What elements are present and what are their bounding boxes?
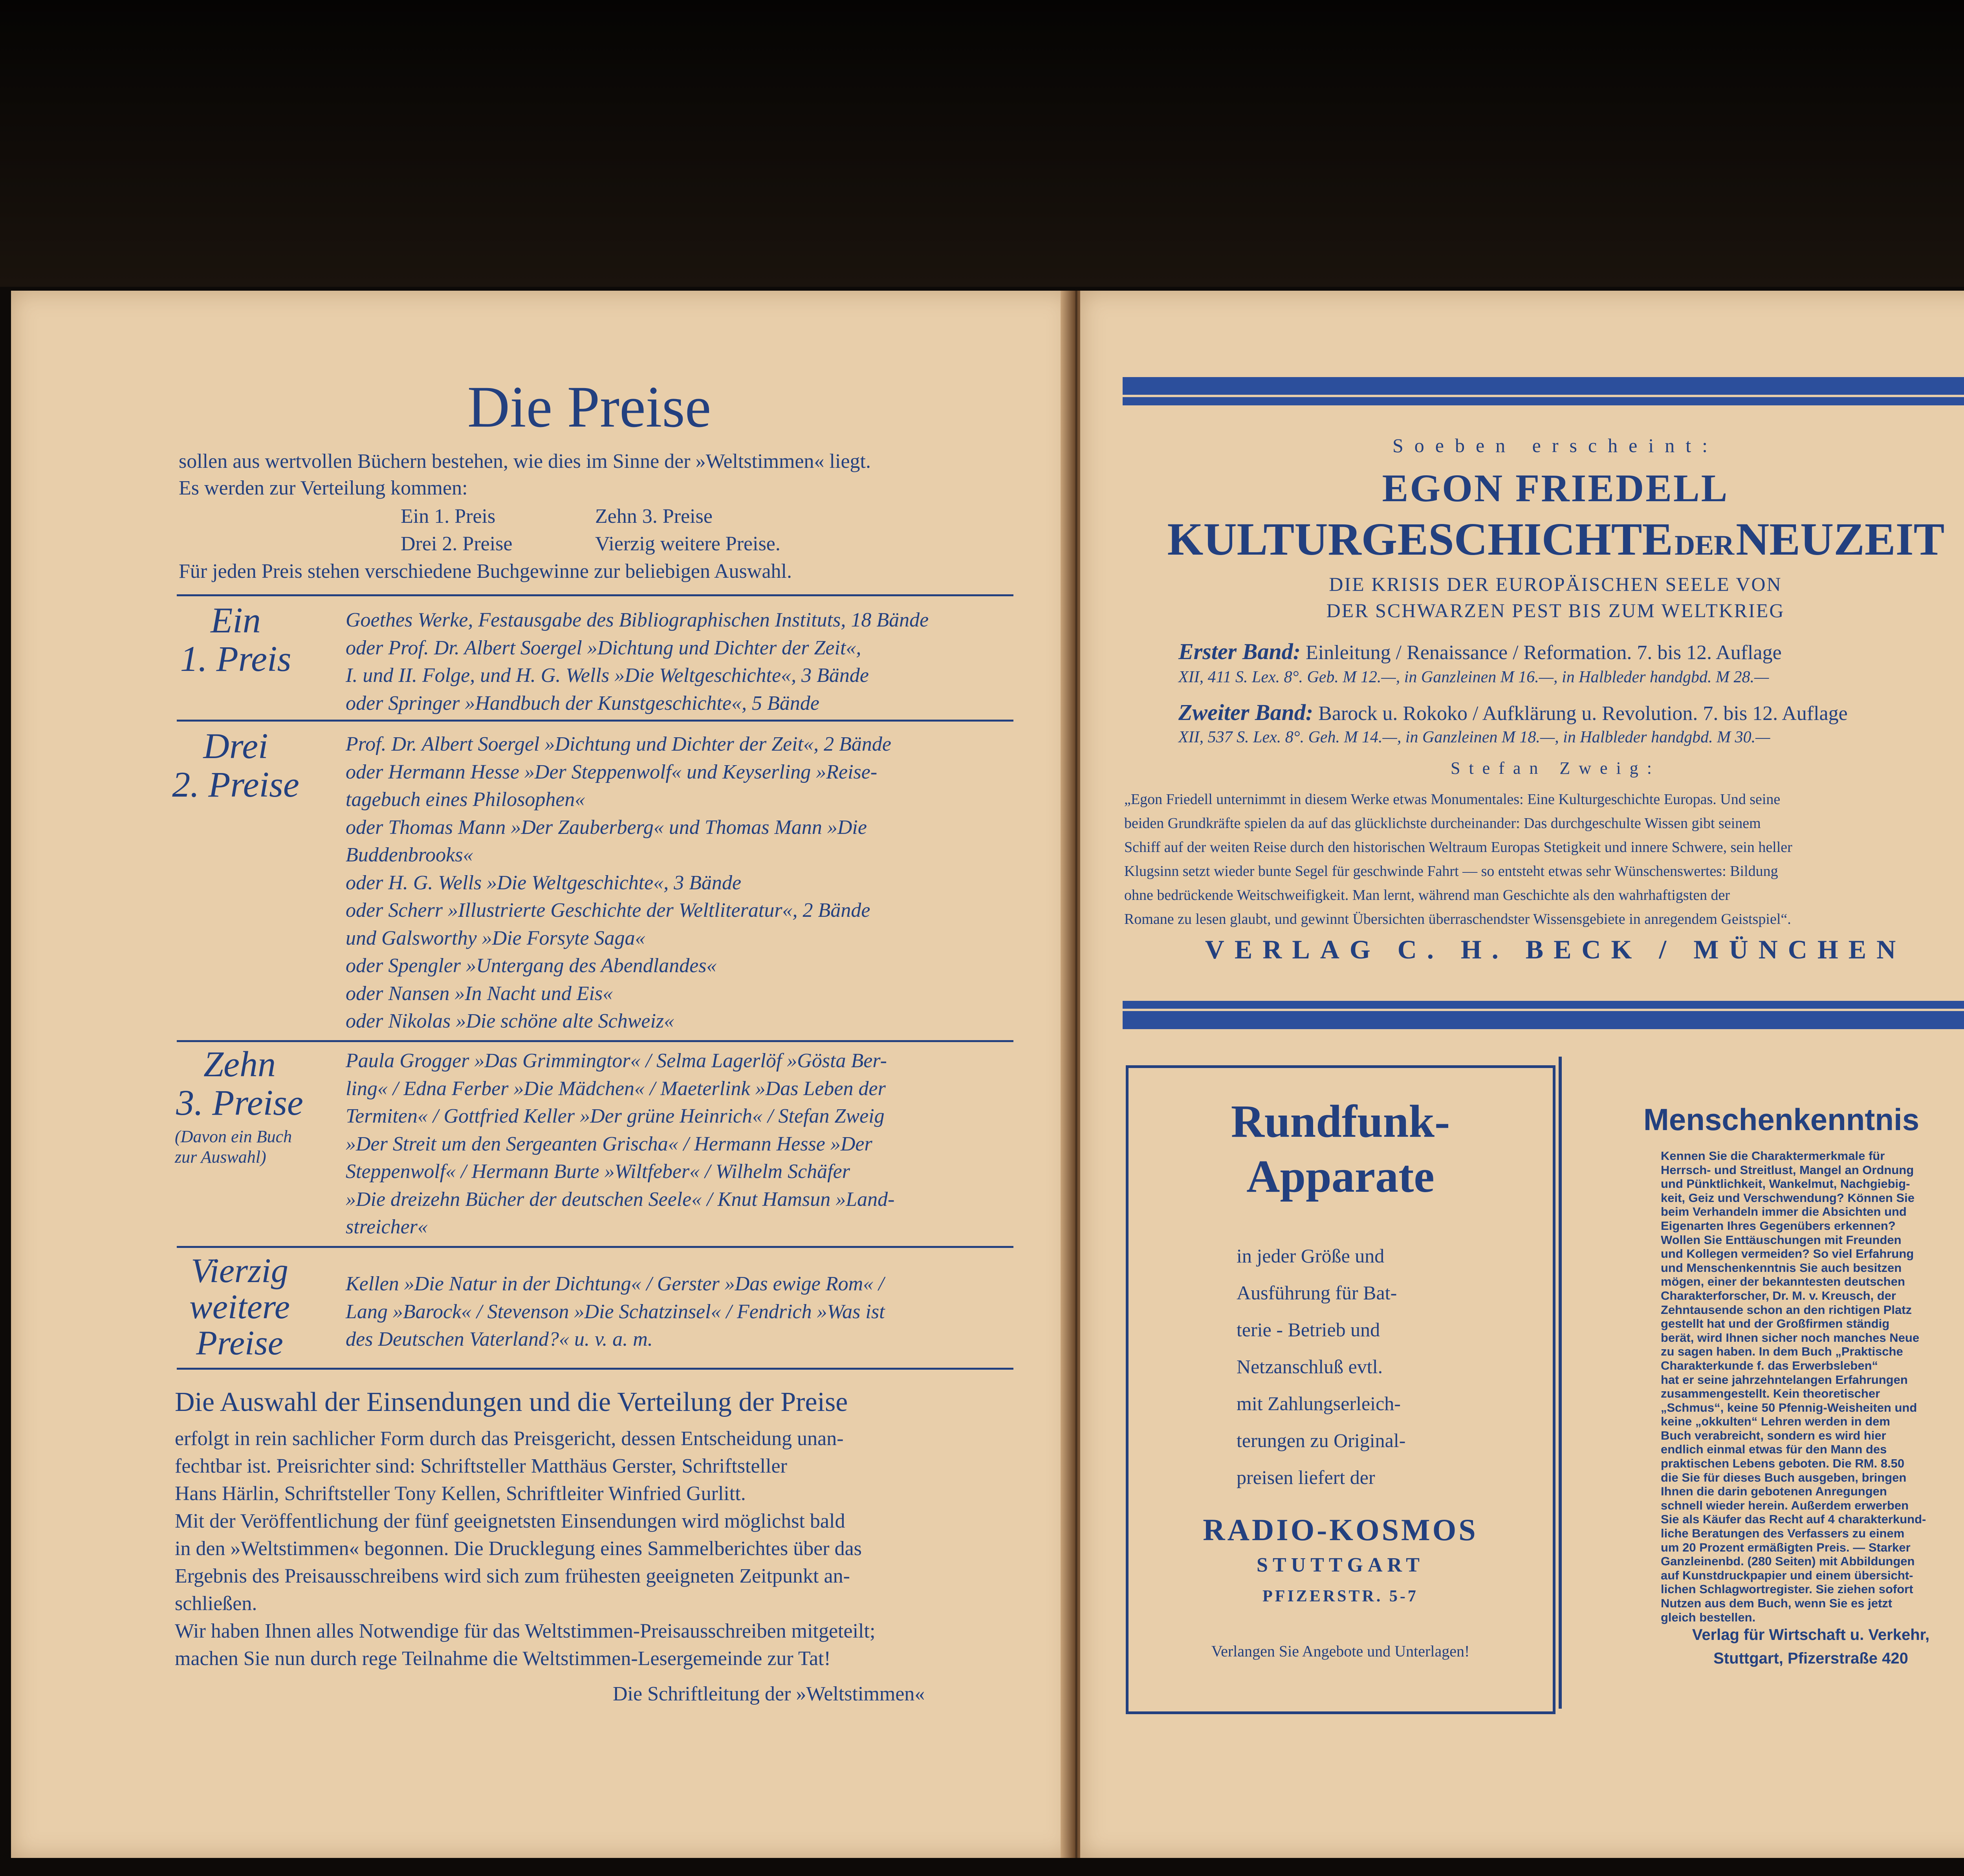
menschen-line: Eigenarten Ihres Gegenübers erkennen? [1661, 1218, 1896, 1233]
prize-note-line: zur Auswahl) [175, 1147, 266, 1167]
radio-body-line: Netzanschluß evtl. [1237, 1356, 1383, 1378]
signature: Die Schriftleitung der »Weltstimmen« [613, 1683, 925, 1705]
banner-stripe [1123, 1009, 1964, 1011]
prize-option: I. und II. Folge, und H. G. Wells »Die Weltgeschichte«, 3 Bände [346, 664, 869, 687]
prize-option: tagebuch eines Philosophen« [346, 788, 585, 811]
radio-body-line: Ausführung für Bat- [1237, 1282, 1397, 1304]
closing-line: in den »Weltstimmen« begonnen. Die Drucklegung eines Sammelberichtes über das [175, 1537, 862, 1560]
publisher: VERLAG C. H. BECK / MÜNCHEN [1205, 934, 1906, 964]
book-title-part: NEUZEIT [1736, 513, 1945, 565]
prize-option: oder Hermann Hesse »Der Steppenwolf« und Keyserling »Reise- [346, 760, 878, 783]
bottom-banner-bar [1123, 1001, 1964, 1029]
menschen-line: Charakterkunde f. das Erwerbsleben“ [1661, 1358, 1878, 1372]
prize-option: oder Springer »Handbuch der Kunstgeschichte«, 5 Bände [346, 692, 819, 714]
divider [177, 1368, 1013, 1370]
prize-label-line: Vierzig [191, 1252, 288, 1290]
book-title-part: DER [1675, 529, 1735, 561]
prize-option: oder Prof. Dr. Albert Soergel »Dichtung und Dichter der Zeit«, [346, 636, 861, 659]
menschen-line: keine „okkulten“ Lehren werden in dem [1661, 1414, 1890, 1429]
divider [177, 1040, 1013, 1042]
prize-label [169, 601, 302, 678]
dark-background [0, 0, 1964, 287]
prize-option: Kellen »Die Natur in der Dichtung« / Gerster »Das ewige Rom« / [346, 1273, 884, 1295]
section-heading: Die Auswahl der Einsendungen und die Verteilung der Preise [175, 1387, 848, 1417]
book-title-part: KULTURGESCHICHTE [1167, 513, 1673, 565]
volume-1 [1178, 638, 1964, 665]
menschen-line: beim Verhandeln immer die Absichten und [1661, 1205, 1907, 1219]
prize-label-line: Ein [211, 600, 261, 640]
radio-footer: Verlangen Sie Angebote und Unterlagen! [1211, 1642, 1470, 1660]
prize-list [346, 1270, 1013, 1354]
column-divider [1559, 1057, 1562, 1709]
radio-heading [1127, 1094, 1554, 1204]
prize-option: Prof. Dr. Albert Soergel »Dichtung und Dichter der Zeit«, 2 Bände [346, 733, 891, 755]
intro-line-2: Es werden zur Verteilung kommen: [179, 477, 468, 499]
menschen-line: mögen, einer der bekanntesten deutschen [1661, 1275, 1905, 1289]
prize-option: oder Scherr »Illustrierte Geschichte der Weltliteratur«, 2 Bände [346, 899, 870, 922]
quote-line: ohne bedrückende Weitschweifigkeit. Man lernt, während man Geschichte als den wahrhaftigsten der [1124, 887, 1730, 903]
menschen-line: auf Kunstdruckpapier und einem übersicht- [1661, 1568, 1913, 1582]
quote [1124, 788, 1964, 931]
prize-option: oder H. G. Wells »Die Weltgeschichte«, 3 Bände [346, 871, 742, 894]
menschen-line: und Pünktlichkeit, Wankelmut, Nachgiebig- [1661, 1177, 1910, 1191]
closing-line: schließen. [175, 1592, 257, 1615]
volume-label: Zweiter Band: [1178, 700, 1314, 725]
menschen-line: praktischen Lebens geboten. Die RM. 8.50 [1661, 1456, 1905, 1471]
prize-list-item: Ein 1. Preis [401, 505, 496, 528]
menschen-line: zusammengestellt. Kein theoretischer [1661, 1387, 1880, 1401]
volume-1-price: XII, 411 S. Lex. 8°. Geb. M 12.—, in Ganzleinen M 16.—, in Halbleder handgbd. M 28.— [1178, 668, 1769, 686]
prize-option: Goethes Werke, Festausgabe des Bibliographischen Instituts, 18 Bände [346, 609, 929, 631]
radio-city: STUTTGART [1257, 1554, 1424, 1576]
menschen-line: Ihnen die darin gebotenen Anregungen [1661, 1484, 1887, 1499]
radio-company: RADIO-KOSMOS [1203, 1513, 1478, 1547]
menschen-line: lichen Schlagwortregister. Sie ziehen sofort [1661, 1582, 1913, 1596]
menschen-line: gleich bestellen. [1661, 1610, 1756, 1624]
ad-kicker: Soeben erscheint: [1392, 434, 1719, 456]
prize-option: Steppenwolf« / Hermann Burte »Wiltfeber« / Wilhelm Schäfer [346, 1160, 850, 1183]
radio-body-line: preisen liefert der [1237, 1466, 1375, 1488]
divider [177, 1246, 1013, 1248]
menschen-line: hat er seine jahrzehntelangen Erfahrungen [1661, 1372, 1908, 1387]
quote-line: „Egon Friedell unternimmt in diesem Werke etwas Monumentales: Eine Kulturgeschichte Europas. Und seine [1124, 791, 1781, 808]
prize-note-line: (Davon ein Buch [175, 1127, 292, 1146]
closing-line: machen Sie nun durch rege Teilnahme die Weltstimmen-Lesergemeinde zur Tat! [175, 1647, 831, 1670]
menschen-line: Zehntausende schon an den richtigen Platz [1661, 1303, 1912, 1317]
prize-option: oder Nansen »In Nacht und Eis« [346, 982, 613, 1005]
menschen-line: Herrsch- und Streitlust, Mangel an Ordnung [1661, 1163, 1914, 1177]
radio-body-line: terie - Betrieb und [1237, 1319, 1380, 1341]
menschen-line: „Schmus“, keine 50 Pfennig-Weisheiten und [1661, 1400, 1917, 1414]
volume-text: Barock u. Rokoko / Aufklärung u. Revolution. 7. bis 12. Auflage [1318, 702, 1848, 725]
menschen-line: Charakterforscher, Dr. M. v. Kreusch, der [1661, 1288, 1896, 1303]
menschen-line: endlich einmal etwas für den Mann des [1661, 1442, 1887, 1456]
closing-line: erfolgt in rein sachlicher Form durch das Preisgericht, dessen Entscheidung unan- [175, 1427, 844, 1450]
prize-option: streicher« [346, 1216, 428, 1238]
menschen-line: und Kollegen vermeiden? So viel Erfahrung [1661, 1247, 1914, 1261]
book-author: EGON FRIEDELL [1382, 466, 1729, 510]
menschen-line: gestellt hat und der Großfirmen ständig [1661, 1317, 1890, 1331]
menschen-line: Sie als Käufer das Recht auf 4 charakterkund- [1661, 1512, 1926, 1526]
menschen-publisher [1634, 1623, 1964, 1670]
prize-label-line: 2. Preise [172, 764, 299, 804]
menschen-line: schnell wieder herein. Außerdem erwerben [1661, 1498, 1909, 1512]
prize-label-line: 1. Preis [180, 639, 291, 679]
menschen-publisher-line: Verlag für Wirtschaft u. Verkehr, [1692, 1626, 1930, 1643]
top-banner-bar [1123, 377, 1964, 405]
prize-list [346, 606, 1013, 717]
quote-line: Klugsinn setzt wieder bunte Segel für geschwinde Fahrt — so entsteht etwas sehr Wünschenswertes: Bildung [1124, 863, 1778, 879]
prize-list-item: Zehn 3. Preise [595, 505, 713, 528]
quote-line: beiden Grundkräfte spielen da auf das glücklichste durcheinander: Das durchgeschulte Wissen gibt seinem [1124, 815, 1761, 832]
closing-line: Hans Härlin, Schriftsteller Tony Kellen, Schriftleiter Winfried Gurlitt. [175, 1482, 746, 1505]
prize-label-line: Drei [203, 726, 268, 766]
prize-option: oder Thomas Mann »Der Zauberberg« und Thomas Mann »Die [346, 816, 867, 839]
book-title [1123, 513, 1964, 566]
radio-street: PFIZERSTR. 5-7 [1262, 1587, 1418, 1605]
menschen-publisher-line: Stuttgart, Pfizerstraße 420 [1713, 1650, 1908, 1667]
radio-heading-line: Rundfunk- [1231, 1096, 1450, 1147]
menschen-body [1661, 1149, 1963, 1624]
menschen-line: die Sie für dieses Buch ausgeben, bringen [1661, 1470, 1907, 1484]
prize-option: »Der Streit um den Sergeanten Grischa« / Hermann Hesse »Der [346, 1132, 872, 1155]
volume-text: Einleitung / Renaissance / Reformation. 7. bis 12. Auflage [1306, 641, 1782, 664]
prize-option: Termiten« / Gottfried Keller »Der grüne Heinrich« / Stefan Zweig [346, 1105, 885, 1127]
prize-option: Paula Grogger »Das Grimmingtor« / Selma Lagerlöf »Gösta Ber- [346, 1050, 887, 1072]
menschen-line: Buch verabreicht, sondern es wird hier [1661, 1428, 1886, 1442]
menschen-line: Kennen Sie die Charaktermerkmale für [1661, 1149, 1885, 1163]
prize-option: Buddenbrooks« [346, 844, 473, 866]
prize-option: des Deutschen Vaterland?« u. v. a. m. [346, 1328, 653, 1350]
menschen-line: Ganzleinenbd. (280 Seiten) mit Abbildungen [1661, 1554, 1915, 1568]
radio-heading-line: Apparate [1246, 1151, 1435, 1202]
quote-line: Romane zu lesen glaubt, und gewinnt Übersichten überraschendster Wissensgebiete in anregendem Geistspiel“. [1124, 911, 1791, 927]
prize-label-line: 3. Preise [176, 1083, 303, 1123]
prize-option: »Die dreizehn Bücher der deutschen Seele« / Knut Hamsun »Land- [346, 1188, 895, 1211]
prize-list [346, 731, 1013, 1035]
page-title: Die Preise [467, 374, 711, 440]
intro-line-3: Für jeden Preis stehen verschiedene Buchgewinne zur beliebigen Auswahl. [179, 560, 792, 583]
menschen-line: Wollen Sie Enttäuschungen mit Freunden [1661, 1233, 1902, 1247]
radio-body-line: in jeder Größe und [1237, 1245, 1385, 1267]
volume-2 [1178, 699, 1964, 725]
prize-option: und Galsworthy »Die Forsyte Saga« [346, 927, 645, 949]
closing-line: Wir haben Ihnen alles Notwendige für das Weltstimmen-Preisausschreiben mitgeteilt; [175, 1620, 876, 1642]
quote-attribution: Stefan Zweig: [1450, 758, 1661, 778]
prize-note [175, 1127, 308, 1167]
closing-line: Mit der Veröffentlichung der fünf geeignetsten Einsendungen wird möglichst bald [175, 1510, 845, 1532]
menschen-heading: Menschenkenntnis [1643, 1102, 1920, 1137]
prize-label-line: Zehn [203, 1044, 276, 1084]
closing-line: fechtbar ist. Preisrichter sind: Schriftsteller Matthäus Gerster, Schriftsteller [175, 1455, 787, 1477]
menschen-line: um 20 Prozent ermäßigten Preis. — Starker [1661, 1540, 1911, 1554]
volume-label: Erster Band: [1178, 639, 1301, 664]
menschen-line: liche Beratungen des Verfassers zu einem [1661, 1526, 1905, 1541]
volume-2-price: XII, 537 S. Lex. 8°. Geh. M 14.—, in Ganzleinen M 18.—, in Halbleder handgbd. M 30.— [1178, 728, 1770, 746]
banner-stripe [1123, 395, 1964, 397]
book-subtitle-2: DER SCHWARZEN PEST BIS ZUM WELTKRIEG [1326, 599, 1785, 621]
quote-line: Schiff auf der weiten Reise durch den historischen Weltraum Europas Stetigkeit und innere Schwere, sein heller [1124, 839, 1792, 856]
divider [177, 720, 1013, 722]
prize-option: oder Spengler »Untergang des Abendlandes« [346, 954, 717, 977]
intro-line-1: sollen aus wertvollen Büchern bestehen, wie dies im Sinne der »Weltstimmen« liegt. [179, 450, 871, 473]
prize-list-item: Vierzig weitere Preise. [595, 533, 780, 555]
prize-option: ling« / Edna Ferber »Die Mädchen« / Maeterlink »Das Leben der [346, 1077, 886, 1100]
menschen-line: zu sagen haben. In dem Buch „Praktische [1661, 1345, 1903, 1359]
menschen-line: und Menschenkenntnis Sie auch besitzen [1661, 1260, 1902, 1275]
prize-label [169, 727, 302, 804]
divider [177, 594, 1013, 596]
menschen-line: keit, Geiz und Verschwendung? Können Sie [1661, 1191, 1915, 1205]
radio-body [1237, 1237, 1457, 1496]
radio-body-line: mit Zahlungserleich- [1237, 1392, 1401, 1414]
closing-line: Ergebnis des Preisausschreibens wird sich zum frühesten geeigneten Zeitpunkt an- [175, 1565, 850, 1587]
menschen-line: berät, wird Ihnen sicher noch manches Neue [1661, 1330, 1920, 1345]
prize-option: oder Nikolas »Die schöne alte Schweiz« [346, 1010, 674, 1032]
radio-body-line: terungen zu Original- [1237, 1429, 1406, 1451]
prize-label-line: Preise [196, 1324, 283, 1362]
book-subtitle-1: DIE KRISIS DER EUROPÄISCHEN SEELE VON [1329, 573, 1782, 595]
prize-label [169, 1045, 310, 1122]
prize-label-line: weitere [189, 1288, 290, 1326]
prize-list [346, 1047, 1013, 1241]
prize-option: Lang »Barock« / Stevenson »Die Schatzinsel« / Fendrich »Was ist [346, 1300, 885, 1323]
menschen-line: Nutzen aus dem Buch, wenn Sie es jetzt [1661, 1596, 1893, 1610]
prize-list-item: Drei 2. Preise [401, 533, 513, 555]
closing-text [175, 1425, 1011, 1673]
prize-label [169, 1253, 310, 1361]
